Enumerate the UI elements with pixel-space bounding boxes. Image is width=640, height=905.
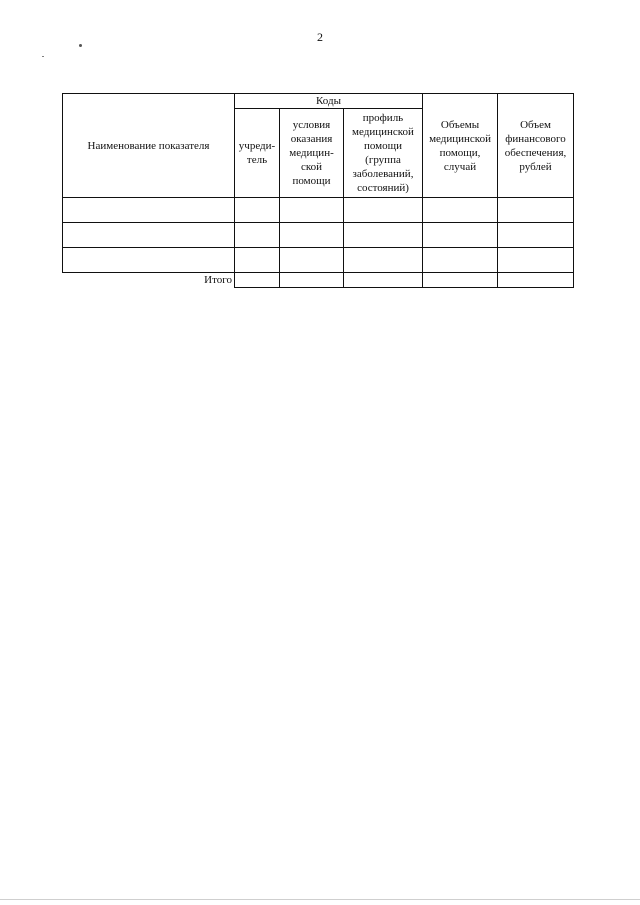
scan-speck <box>79 44 82 47</box>
table-header-group-row <box>63 94 574 109</box>
cell-conditions <box>280 198 344 223</box>
total-label: Итого <box>63 273 235 288</box>
cell-volumes <box>423 198 498 223</box>
table-row <box>63 198 574 223</box>
header-volumes: Объемы медицинской помощи, случай <box>423 94 498 198</box>
header-profile: профиль медицинской помощи (группа заболеваний, состояний) <box>344 109 423 198</box>
cell-conditions <box>280 223 344 248</box>
scan-edge-line <box>0 899 640 900</box>
cell-volumes <box>423 223 498 248</box>
cell-financing <box>498 198 574 223</box>
header-conditions: условия оказания медицин- ской помощи <box>280 109 344 198</box>
indicators-table <box>62 93 574 288</box>
total-founder <box>235 273 280 288</box>
cell-founder <box>235 198 280 223</box>
total-financing <box>498 273 574 288</box>
total-volumes <box>423 273 498 288</box>
table-row <box>63 223 574 248</box>
page-number: 2 <box>317 30 323 44</box>
cell-profile <box>344 198 423 223</box>
cell-indicator-name <box>63 248 235 273</box>
cell-financing <box>498 223 574 248</box>
header-financing: Объем финансового обеспечения, рублей <box>498 94 574 198</box>
total-profile <box>344 273 423 288</box>
cell-profile <box>344 248 423 273</box>
header-founder: учреди- тель <box>235 109 280 198</box>
cell-conditions <box>280 248 344 273</box>
table-row <box>63 248 574 273</box>
table-total-row <box>63 273 574 288</box>
cell-founder <box>235 223 280 248</box>
total-conditions <box>280 273 344 288</box>
header-indicator-name: Наименование показателя <box>63 94 235 198</box>
cell-profile <box>344 223 423 248</box>
header-codes-group: Коды <box>235 94 423 109</box>
scan-speck <box>42 56 44 57</box>
cell-indicator-name <box>63 198 235 223</box>
cell-volumes <box>423 248 498 273</box>
cell-financing <box>498 248 574 273</box>
cell-indicator-name <box>63 223 235 248</box>
cell-founder <box>235 248 280 273</box>
